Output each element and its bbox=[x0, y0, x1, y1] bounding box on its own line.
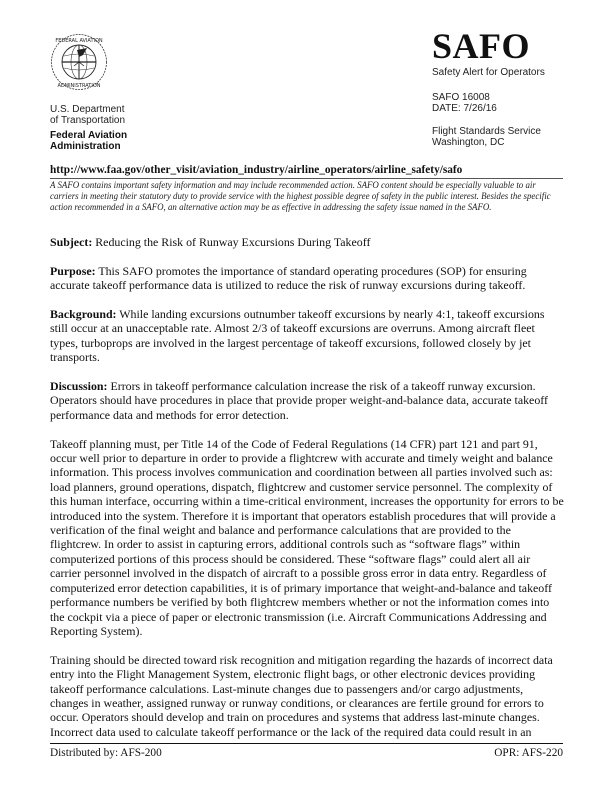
service-line-2: Washington, DC bbox=[432, 137, 505, 148]
discussion-paragraph bbox=[50, 379, 564, 422]
footer-opr: OPR: AFS-220 bbox=[494, 747, 563, 759]
discussion-text: Errors in takeoff performance calculation increase the risk of a takeoff runway excursion. Operators should have procedures in place that provide proper weight-and-balance data, accurate takeoff performance data and methods for error detection. bbox=[50, 379, 548, 422]
subject-paragraph bbox=[50, 235, 564, 249]
service-line-1: Flight Standards Service bbox=[432, 126, 541, 137]
background-text: While landing excursions outnumber takeoff excursions by nearly 4:1, takeoff excursions still occur at an unacceptable rate. Almost 2/3 of takeoff excursions are overruns. Among aircraft fleet types, turboprops are involved in the largest percentage of takeoff excursions, followed closely by jet transports. bbox=[50, 307, 545, 365]
training-paragraph: Training should be directed toward risk recognition and mitigation regarding the hazards of incorrect data entry into the Flight Management System, electronic flight bags, or other electronic devices providing takeoff performance calculations. Last-minute changes due to passengers and/or cargo adjustments, changes in weather, assigned runway or runway conditions, or clearances are fertile ground for errors to occur. Operators should develop and train on procedures and systems that address last-minute changes. Incorrect data used to calculate takeoff performance or the lack of the required data could result in an bbox=[50, 652, 553, 739]
department-block bbox=[50, 104, 127, 152]
planning-paragraph: Takeoff planning must, per Title 14 of the Code of Federal Regulations (14 CFR) part 121 and part 91, occur well prior to departure in order to provide a flightcrew with accurate and timely weight and balance information. This process involves communication and coordination between all parties involved such as: load planners, ground operations, dispatch, flightcrew and customer service personnel. The complexity of this human interface, occurring within a time-critical environment, increases the opportunity for errors to be introduced into the system. Therefore it is important that operators establish procedures that will provide a verification of the final weight and balance and performance calculations that are provided to the flightcrew. In order to assist in capturing errors, additional controls such as “software flags” within computerized portions of this process should be considered. These “software flags” could alert all air carrier personnel involved in the dispatch of aircraft to a possible gross error in data entry. Regardless of computerized error detection capabilities, it is of primary importance that weight-and-balance and takeoff performance numbers be verified by both flightcrew members whether or not the information comes into the cockpit via a piece of paper or electronic transmission (i.e. Aircraft Communications Addressing and Reporting System). bbox=[50, 436, 564, 638]
subject-label: Subject: bbox=[50, 235, 93, 249]
safo-header-block bbox=[432, 28, 545, 148]
subject-text: Reducing the Risk of Runway Excursions During Takeoff bbox=[92, 235, 371, 249]
faa-seal-icon bbox=[50, 33, 108, 91]
document-subtitle: Safety Alert for Operators bbox=[432, 67, 545, 78]
seal-text-top: FEDERAL AVIATION bbox=[55, 38, 103, 44]
purpose-text: This SAFO promotes the importance of standard operating procedures (SOP) for ensuring accurate takeoff performance data is utilized to reduce the risk of runway excursions during takeoff. bbox=[50, 263, 527, 293]
discussion-label: Discussion: bbox=[50, 379, 108, 394]
disclaimer-text: A SAFO contains important safety information and may include recommended action. SAFO content should be especially valuable to air carriers in meeting their statutory duty to provide service with the highest possible degree of safety in the public interest. Besides the specific action recommended in a SAFO, an alternative action may be as effective in addressing the safety issue named in the SAFO. bbox=[50, 180, 551, 212]
agency-name bbox=[50, 130, 127, 152]
safo-url-link[interactable]: http://www.faa.gov/other_visit/aviation_industry/airline_operators/airline_safety/safo bbox=[50, 164, 563, 179]
footer-divider bbox=[50, 743, 563, 744]
agency-line-1: Federal Aviation bbox=[50, 130, 128, 141]
document-title: SAFO bbox=[432, 26, 531, 66]
agency-line-2: Administration bbox=[50, 141, 121, 152]
background-paragraph bbox=[50, 307, 564, 365]
safo-date: DATE: 7/26/16 bbox=[432, 103, 497, 114]
seal-text-bottom: ADMINISTRATION bbox=[57, 83, 101, 89]
purpose-paragraph bbox=[50, 264, 564, 293]
purpose-label: Purpose: bbox=[50, 263, 96, 278]
document-body bbox=[50, 235, 564, 754]
department-line-1: U.S. Department bbox=[50, 104, 125, 115]
background-label: Background: bbox=[50, 307, 117, 321]
safo-number: SAFO 16008 bbox=[432, 92, 490, 103]
footer-distributed-by: Distributed by: AFS-200 bbox=[50, 747, 162, 759]
department-line-2: of Transportation bbox=[50, 115, 126, 126]
